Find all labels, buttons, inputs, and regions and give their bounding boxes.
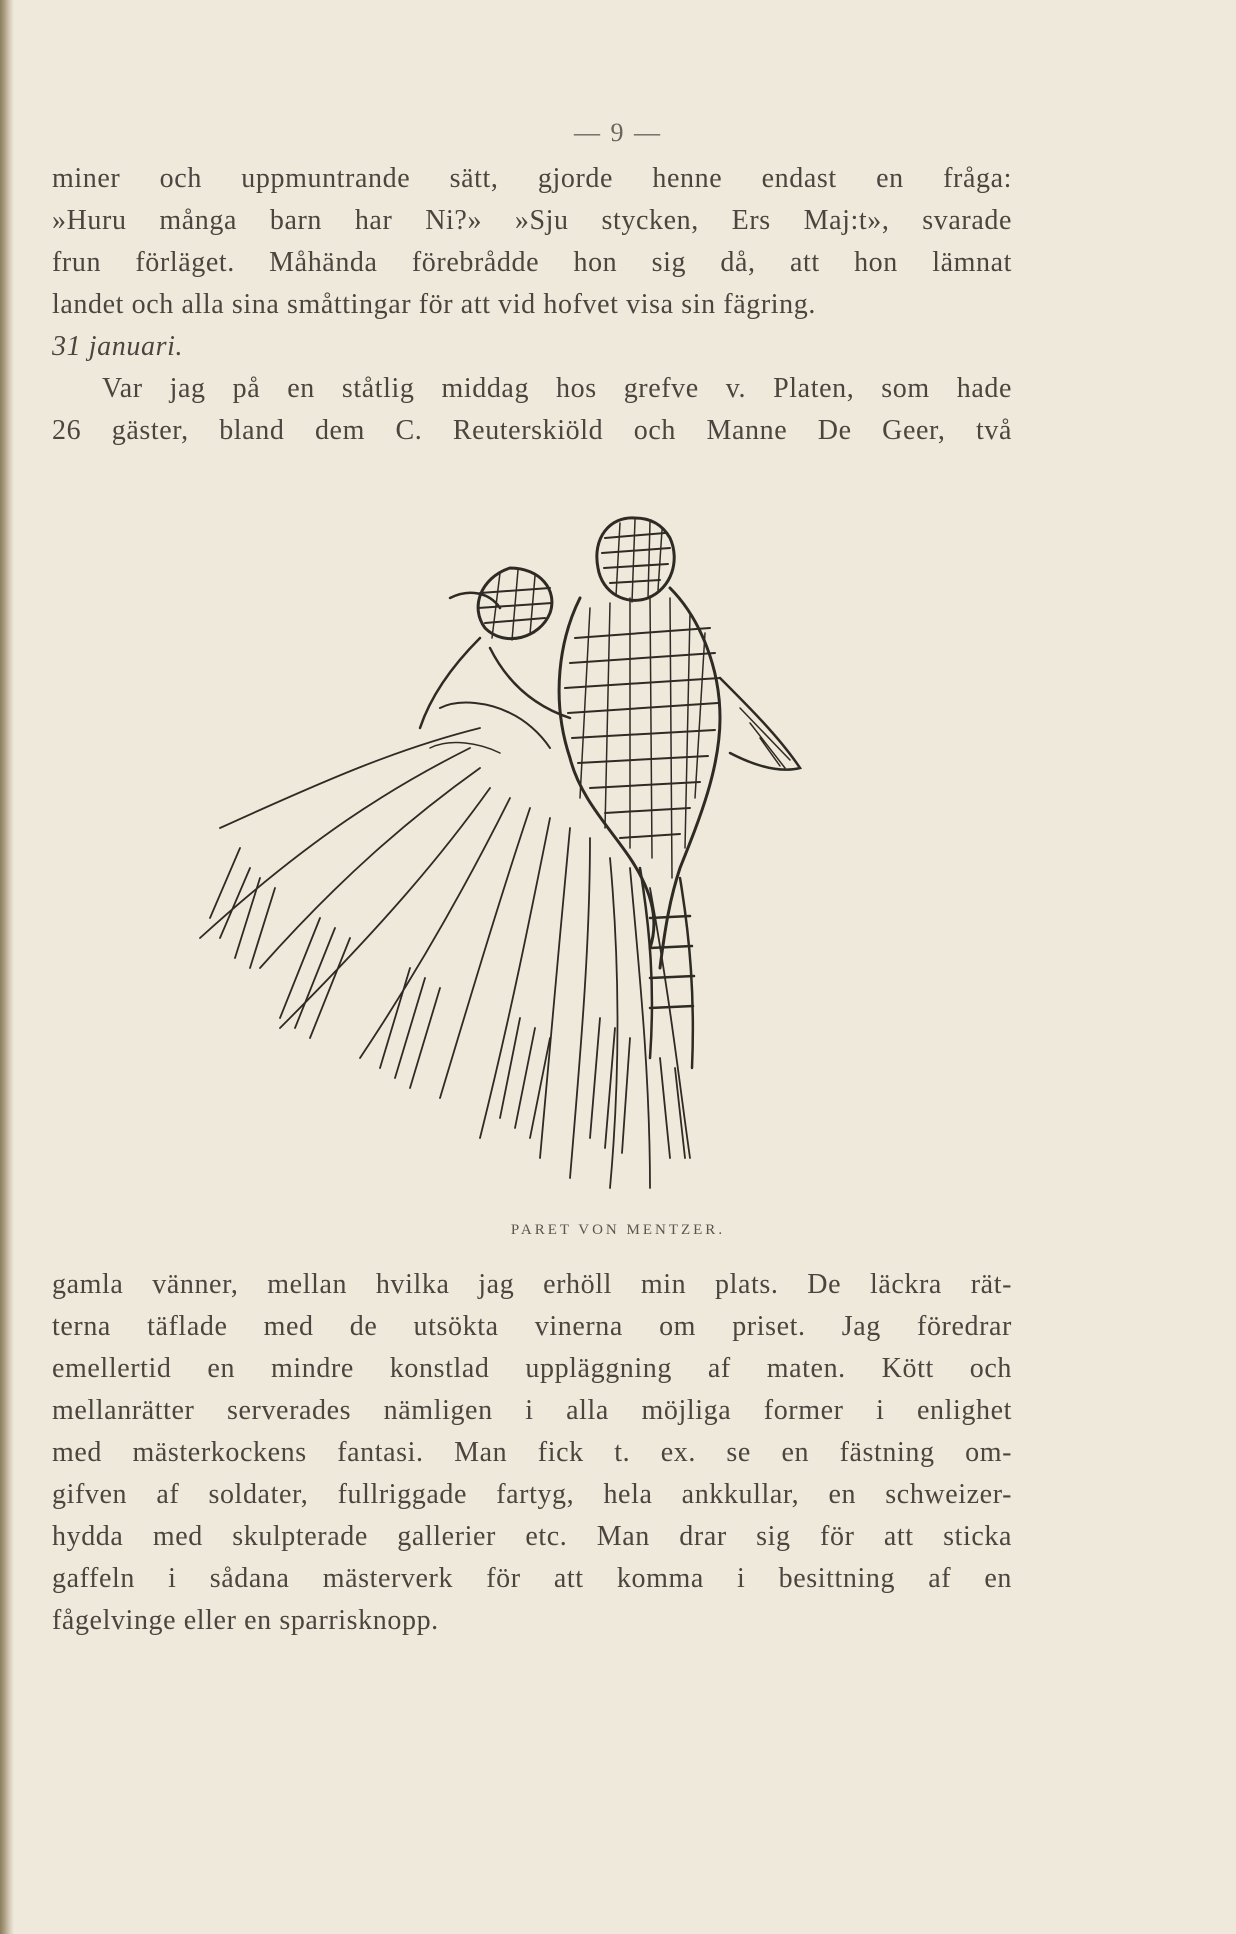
text-line: med mästerkockens fantasi. Man fick t. ex. se en fästning om- [52, 1437, 1012, 1468]
text-line: terna täflade med de utsökta vinerna om priset. Jag föredrar [52, 1311, 1012, 1342]
text-line: frun förläget. Måhända förebrådde hon sig då, att hon lämnat [52, 247, 1012, 278]
text-line: fågelvinge eller en sparrisknopp. [52, 1605, 439, 1636]
dateline: 31 januari. [52, 331, 184, 362]
text-line: mellanrätter serverades nämligen i alla möjliga former i enlighet [52, 1395, 1012, 1426]
man-torso-sketch [559, 588, 800, 968]
text-line: »Huru många barn har Ni?» »Sju stycken, Ers Maj:t», svarade [52, 205, 1012, 236]
man-legs-sketch [640, 868, 694, 1068]
page-binding-edge [0, 0, 14, 1934]
text-line: hydda med skulpterade gallerier etc. Man drar sig för att sticka [52, 1521, 1012, 1552]
skirt-sketch [200, 728, 690, 1188]
bottom-text-block [52, 1264, 1012, 1642]
text-line: emellertid en mindre konstlad uppläggning af maten. Kött och [52, 1353, 1012, 1384]
text-line: 26 gäster, bland dem C. Reuterskiöld och Manne De Geer, två [52, 415, 1012, 446]
top-text-block [52, 158, 1012, 452]
text-line: gamla vänner, mellan hvilka jag erhöll min plats. De läckra rät- [52, 1269, 1012, 1300]
woman-arm-sketch [420, 638, 570, 753]
woman-head-sketch [450, 568, 552, 640]
text-line: Var jag på en ståtlig middag hos grefve v. Platen, som hade [102, 373, 1012, 404]
man-head-sketch [597, 518, 674, 602]
sketch-illustration [180, 498, 880, 1198]
illustration-caption: PARET VON MENTZER. [510, 1222, 726, 1238]
text-line: gifven af soldater, fullriggade fartyg, hela ankkullar, en schweizer- [52, 1479, 1012, 1510]
page-number: — 9 — [574, 118, 662, 147]
text-line: miner och uppmuntrande sätt, gjorde henne endast en fråga: [52, 163, 1012, 194]
text-line: landet och alla sina småttingar för att vid hofvet visa sin fägring. [52, 289, 816, 320]
text-line: gaffeln i sådana mästerverk för att komma i besittning af en [52, 1563, 1012, 1594]
